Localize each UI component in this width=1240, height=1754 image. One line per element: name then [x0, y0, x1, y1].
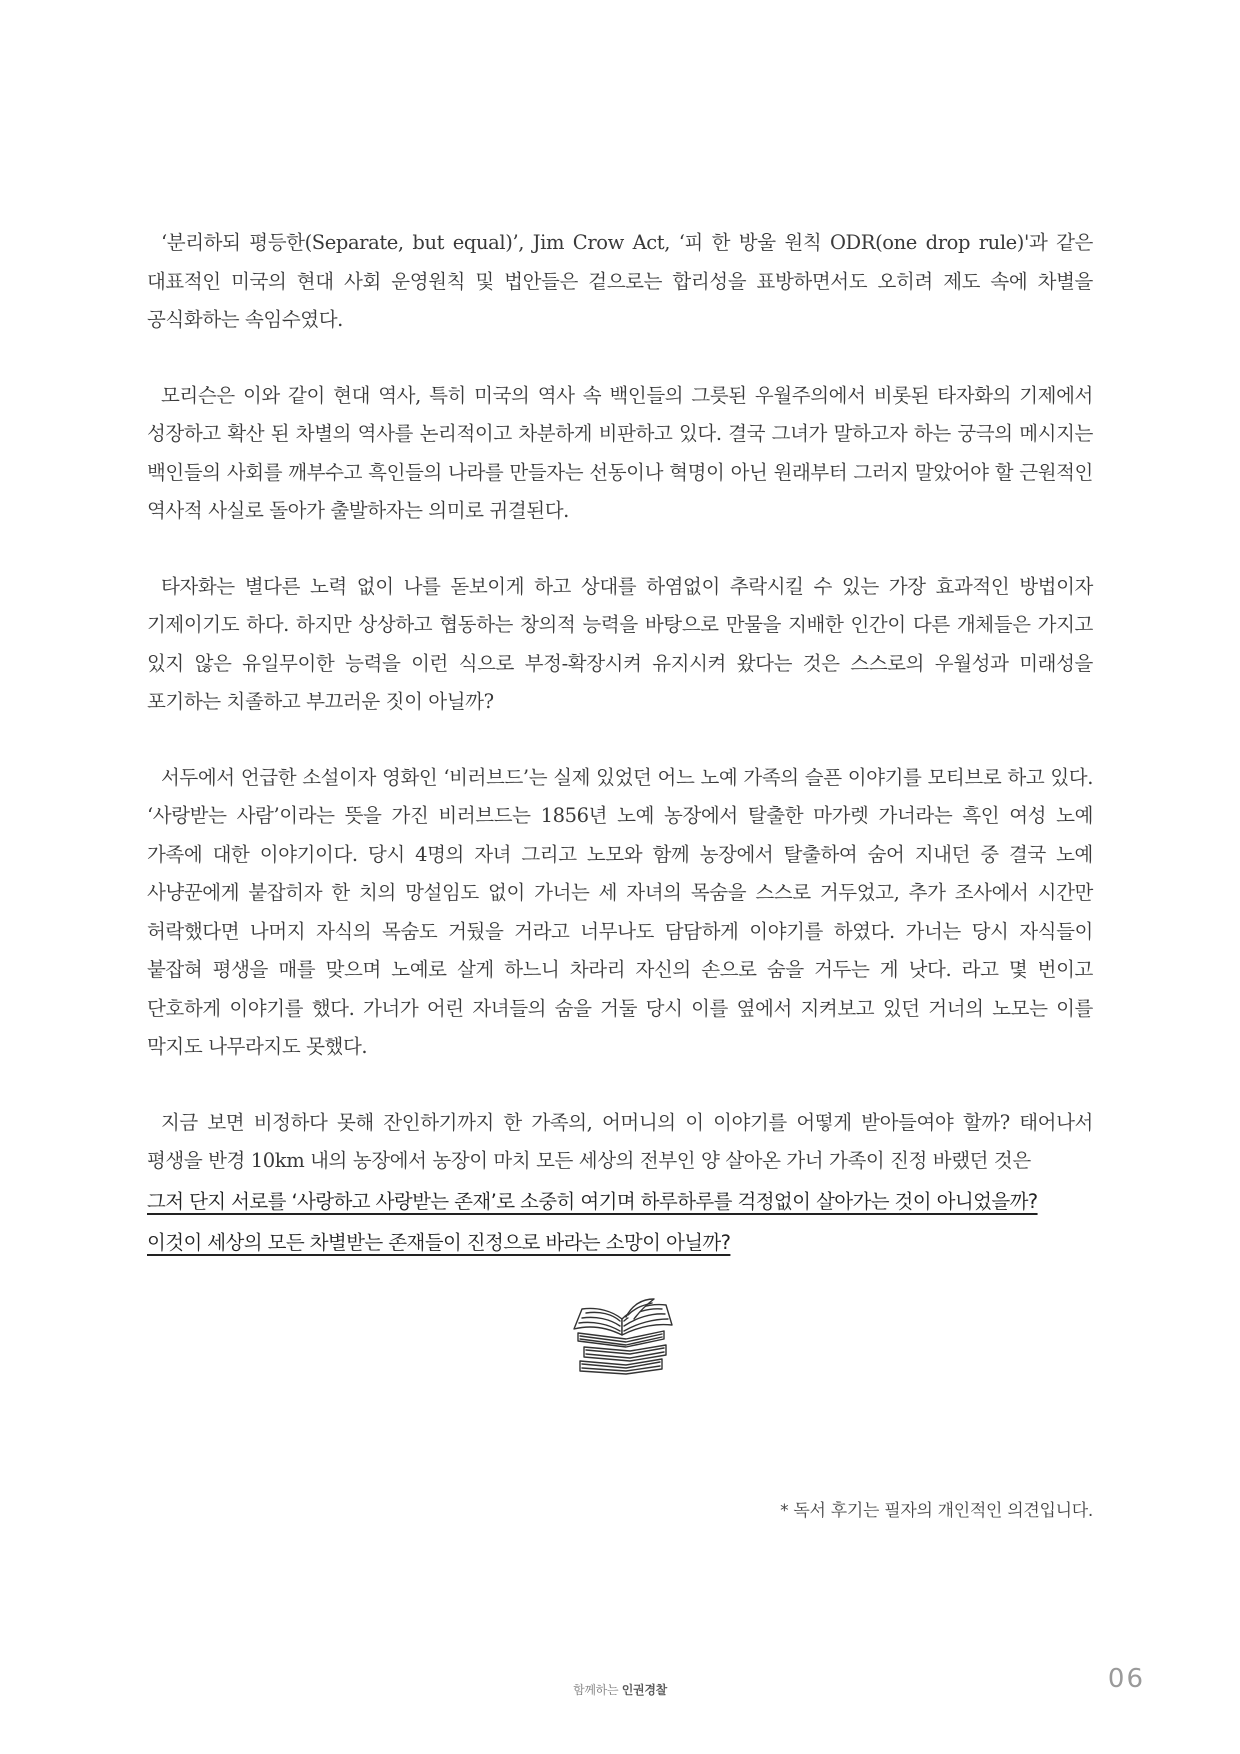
- emphasis-line-1: 그저 단지 서로를 ‘사랑하고 사랑받는 존재’로 소중히 여기며 하루하루를 걱정없이 살아가는 것이 아니었을까?: [147, 1189, 1038, 1213]
- paragraph-1: ‘분리하되 평등한(Separate, but equal)’, Jim Crow Act, ‘피 한 방울 원칙 ODR(one drop rule)'과 같은 대표적인 미국의 현대 사회 운영원칙 및 법안들은 겉으로는 합리성을 표방하면서도 오히려 제도 속에 차별을 공식화하는 속임수였다.: [147, 231, 1093, 331]
- paragraph-3: 타자화는 별다른 노력 없이 나를 돋보이게 하고 상대를 하염없이 추락시킬 수 있는 가장 효과적인 방법이자 기제이기도 하다. 하지만 상상하고 협동하는 창의적 능력을 바탕으로 만물을 지배한 인간이 다른 개체들은 가지고 있지 않은 유일무이한 능력을 이런 식으로 부정-확장시켜 유지시켜 왔다는 것은 스스로의 우월성과 미래성을 포기하는 치졸하고 부끄러운 짓이 아닐까?: [147, 574, 1093, 713]
- paragraph-5-text: 지금 보면 비정하다 못해 잔인하기까지 한 가족의, 어머니의 이 이야기를 어떻게 받아들여야 할까? 태어나서 평생을 반경 10km 내의 농장에서 농장이 마치 모든 세상의 전부인 양 살아온 가너 가족이 진정 바랬던 것은: [147, 1110, 1093, 1172]
- paragraph-4: 서두에서 언급한 소설이자 영화인 ‘비러브드’는 실제 있었던 어느 노예 가족의 슬픈 이야기를 모티브로 하고 있다. ‘사랑받는 사람’이라는 뜻을 가진 비러브드는 1856년 노예 농장에서 탈출한 마가렛 가너라는 흑인 여성 노예 가족에 대한 이야기이다. 당시 4명의 자녀 그리고 노모와 함께 농장에서 탈출하여 숨어 지내던 중 결국 노예 사냥꾼에게 붙잡히자 한 치의 망설임도 없이 가너는 세 자녀의 목숨을 스스로 거두었고, 추가 조사에서 시간만 허락했다면 나머지 자식의 목숨도 거뒀을 거라고 너무나도 담담하게 이야기를 하였다. 가너는 당시 자식들이 붙잡혀 평생을 매를 맞으며 노예로 살게 하느니 차라리 자신의 손으로 숨을 거두는 게 낫다. 라고 몇 번이고 단호하게 이야기를 했다. 가너가 어린 자녀들의 숨을 거둘 당시 이를 옆에서 지켜보고 있던 거너의 노모는 이를 막지도 나무라지도 못했다.: [147, 765, 1093, 1058]
- publication-prefix: 함께하는: [573, 1683, 619, 1697]
- paragraph-5: [147, 1104, 1093, 1263]
- page-number: 06: [1107, 1664, 1145, 1694]
- publication-footer: [0, 1681, 1240, 1698]
- article-body: [147, 224, 1093, 1263]
- emphasis-line-2: 이것이 세상의 모든 차별받는 존재들이 진정으로 바라는 소망이 아닐까?: [147, 1230, 731, 1254]
- paragraph-2: 모리슨은 이와 같이 현대 역사, 특히 미국의 역사 속 백인들의 그릇된 우월주의에서 비롯된 타자화의 기제에서 성장하고 확산 된 차별의 역사를 논리적이고 차분하게 비판하고 있다. 결국 그녀가 말하고자 하는 궁극의 메시지는 백인들의 사회를 깨부수고 흑인들의 나라를 만들자는 선동이나 혁명이 아닌 원래부터 그러지 말았어야 할 근원적인 역사적 사실로 돌아가 출발하자는 의미로 귀결된다.: [147, 383, 1093, 522]
- publication-name: 인권경찰: [621, 1683, 667, 1697]
- open-book-on-stack-icon: [568, 1285, 676, 1375]
- disclaimer-note: * 독서 후기는 필자의 개인적인 의견입니다.: [780, 1501, 1093, 1521]
